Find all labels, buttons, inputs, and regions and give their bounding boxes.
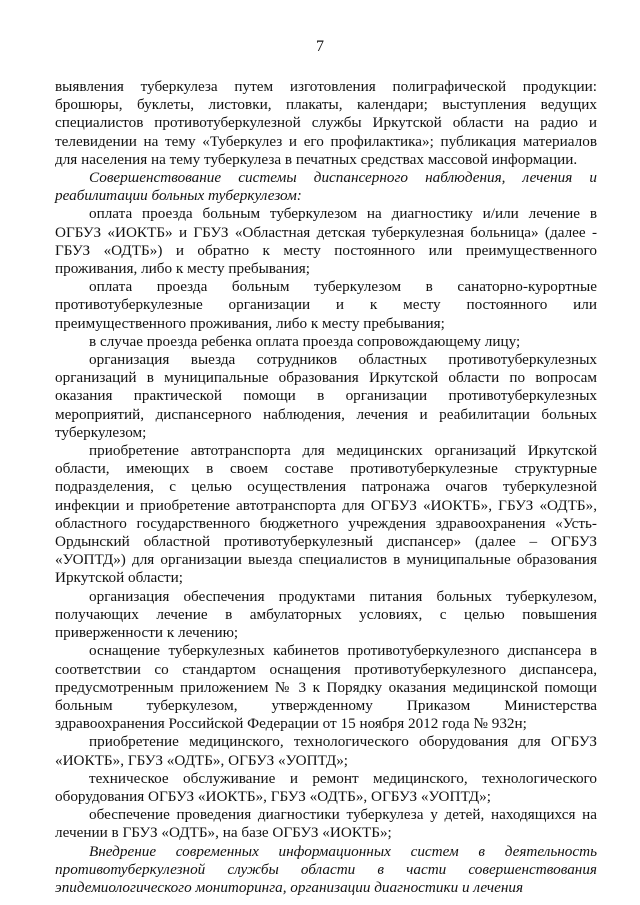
paragraph-line: оплата проезда больным туберкулезом в санаторно-курортные — [89, 278, 597, 296]
paragraph-line: брошюры, буклеты, листовки, плакаты, календари; выступления ведущих — [55, 96, 597, 114]
paragraph-line: подразделения, с целью осуществления патронажа очагов туберкулезной — [55, 478, 597, 496]
section-heading-line: эпидемиологического мониторинга, организации диагностики и лечения — [55, 878, 524, 896]
paragraph-line: обеспечение проведения диагностики туберкулеза у детей, находящихся на — [89, 806, 597, 824]
paragraph-line: оплата проезда больным туберкулезом на диагностику и/или лечение в — [89, 205, 597, 223]
paragraph-line: «ИОКТБ», ГБУЗ «ОДТБ», ОГБУЗ «УОПТД»; — [55, 751, 349, 769]
paragraph-line: преимущественного проживания, либо к месту пребывания; — [55, 314, 445, 332]
paragraph-line: здравоохранения Российской Федерации от 15 ноября 2012 года № 932н; — [55, 715, 527, 733]
section-heading-line: противотуберкулезной службы области в части совершенствования — [55, 860, 597, 878]
paragraph-line: организация выезда сотрудников областных противотуберкулезных — [89, 351, 597, 369]
paragraph-line: области, имеющих в своем составе противотуберкулезные структурные — [55, 460, 597, 478]
paragraph-line: приверженности к лечению; — [55, 624, 239, 642]
paragraph-line: инфекции и приобретение автотранспорта для ОГБУЗ «ИОКТБ», ГБУЗ «ОДТБ», — [55, 496, 597, 514]
paragraph-line: оборудования ОГБУЗ «ИОКТБ», ГБУЗ «ОДТБ», ОГБУЗ «УОПТД»; — [55, 787, 491, 805]
paragraph-line: ГБУЗ «ОДТБ») и обратно к месту постоянного или преимущественного — [55, 241, 597, 259]
paragraph-line: мероприятий, диспансерного наблюдения, лечения и реабилитации больных — [55, 405, 597, 423]
document-body — [55, 78, 597, 897]
section-heading-line: Совершенствование системы диспансерного наблюдения, лечения и — [89, 169, 597, 187]
paragraph-line: больным туберкулезом, утвержденному Приказом Министерства — [55, 696, 597, 714]
section-heading-line: Внедрение современных информационных систем в деятельность — [89, 842, 597, 860]
paragraph-line: в случае проезда ребенка оплата проезда сопровождающему лицу; — [89, 332, 521, 350]
paragraph-line: предусмотренным приложением № 3 к Порядку оказания медицинской помощи — [55, 678, 597, 696]
paragraph-line: оказания практической помощи в организации противотуберкулезных — [55, 387, 597, 405]
paragraph-line: специалистов противотуберкулезной службы Иркутской области на радио и — [55, 114, 597, 132]
paragraph-line: оснащение туберкулезных кабинетов противотуберкулезного диспансера в — [89, 642, 597, 660]
paragraph-line: «УОПТД») для организации выезда специалистов в муниципальные образования — [55, 551, 597, 569]
paragraph-line: областного государственного бюджетного учреждения здравоохранения «Усть- — [55, 514, 597, 532]
paragraph-line: для населения на тему туберкулеза в печатных средствах массовой информации. — [55, 150, 578, 168]
page-number: 7 — [316, 38, 324, 55]
paragraph-line: организация обеспечения продуктами питания больных туберкулезом, — [89, 587, 597, 605]
paragraph-line: проживания, либо к месту пребывания; — [55, 260, 310, 278]
paragraph-line: выявления туберкулеза путем изготовления полиграфической продукции: — [55, 78, 597, 95]
paragraph-line: телевидении на тему «Туберкулез и его профилактика»; публикация материалов — [55, 132, 597, 150]
paragraph-line: лечении в ГБУЗ «ОДТБ», на базе ОГБУЗ «ИОКТБ»; — [55, 824, 392, 842]
paragraph-line: туберкулезом; — [55, 423, 147, 441]
paragraph-line: соответствии со стандартом оснащения противотуберкулезного диспансера, — [55, 660, 597, 678]
paragraph-line: ОГБУЗ «ИОКТБ» и ГБУЗ «Областная детская туберкулезная больница» (далее - — [55, 223, 597, 241]
section-heading-line: реабилитации больных туберкулезом: — [55, 187, 302, 205]
paragraph-line: техническое обслуживание и ремонт медицинского, технологического — [89, 769, 597, 787]
paragraph-line: получающих лечение в амбулаторных условиях, с целью повышения — [55, 605, 597, 623]
paragraph-line: приобретение медицинского, технологического оборудования для ОГБУЗ — [89, 733, 597, 751]
paragraph-line: противотуберкулезные организации и к месту постоянного или — [55, 296, 597, 314]
paragraph-line: организаций в муниципальные образования Иркутской области по вопросам — [55, 369, 597, 387]
paragraph-line: Ордынский областной противотуберкулезный диспансер» (далее – ОГБУЗ — [55, 533, 597, 551]
paragraph-line: Иркутской области; — [55, 569, 183, 587]
paragraph-line: приобретение автотранспорта для медицинских организаций Иркутской — [89, 442, 597, 460]
